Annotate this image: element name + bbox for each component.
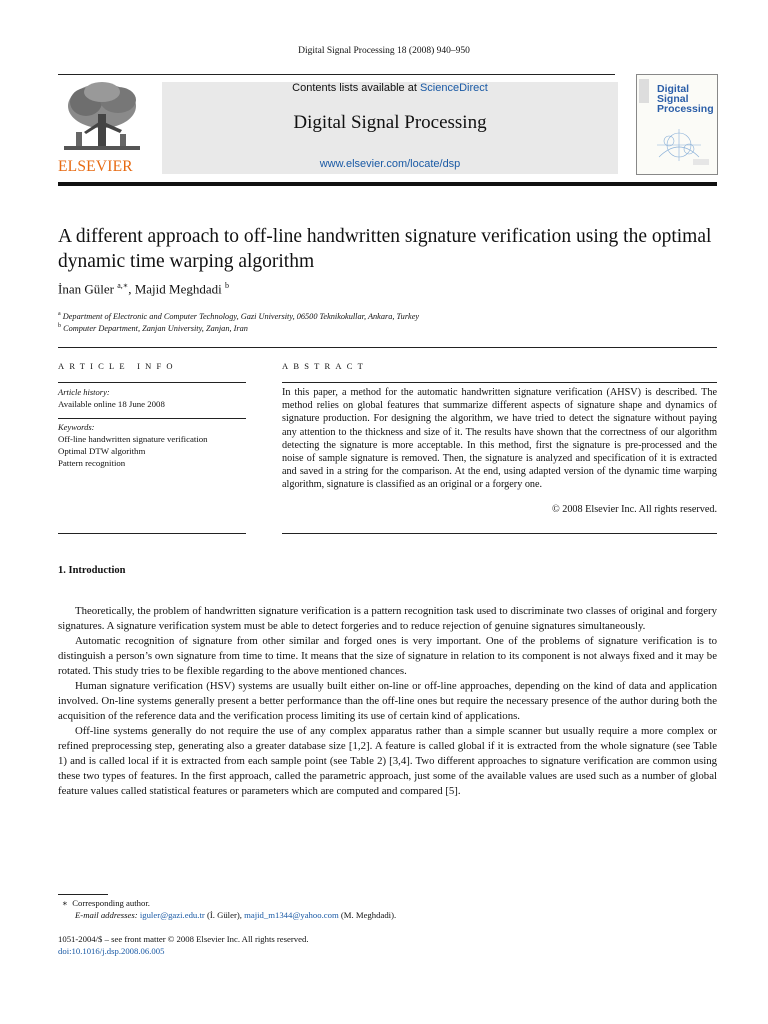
abstract-rule <box>282 382 717 383</box>
paragraph: Automatic recognition of signature from other similar and forged ones is very important. One of the problems of signature verification is to distinguish a person’s own signature from time to time. It means that the size of signature in relation to its component is not always fixed and it may be rotated. This study tries to be flexible regarding to the above mentioned chances. <box>58 635 717 677</box>
paper-title: A different approach to off-line handwritten signature verification using the optimal dynamic time warping algorithm <box>58 226 712 272</box>
history-label: Article history: <box>58 387 110 397</box>
keyword-item: Pattern recognition <box>58 458 126 468</box>
keyword-item: Off-line handwritten signature verification <box>58 434 208 444</box>
email-link[interactable]: majid_m1344@yahoo.com <box>244 910 339 920</box>
doi-link[interactable]: doi:10.1016/j.dsp.2008.06.005 <box>58 946 165 956</box>
journal-name: Digital Signal Processing <box>293 112 487 133</box>
affiliation-mark: a <box>58 311 61 317</box>
keywords-label: Keywords: <box>58 422 95 432</box>
footnote-text: Corresponding author. <box>72 898 150 908</box>
affiliation-mark: b <box>58 323 61 329</box>
paragraph: Theoretically, the problem of handwritten signature verification is a pattern recognition task used to discriminate two classes of original and forgery signatures. A signature verification system must be able to detect forgeries and to reduce rejection of genuine signatures simultaneously. <box>58 605 717 632</box>
masthead-top-rule <box>58 74 615 75</box>
sciencedirect-link[interactable]: ScienceDirect <box>419 82 488 94</box>
footnote-rule <box>58 894 108 895</box>
history-text: Available online 18 June 2008 <box>58 399 165 409</box>
introduction-body <box>58 604 717 799</box>
footnote-corresponding <box>62 898 150 909</box>
abstract-label: ABSTRACT <box>282 361 368 371</box>
email-owner: (İ. Güler), <box>204 910 245 920</box>
paragraph: Off-line systems generally do not require the use of any complex apparatus rather than a simple scanner but usually require a more complex or refined preprocessing step, generating also a greater database size [1,2]. A feature is called global if it is extracted from the whole signature (see Table 1) and is called local if it is extracted from each sample point (see Table 2) [3,4]. Two different approaches to signature verification are common using these two types of features. In the first approach, called the parametric approach, just some of the available values are used such as a number of global feature values called statistical features or parameters which are computed and compared [5]. <box>58 725 717 797</box>
abstract-copyright: © 2008 Elsevier Inc. All rights reserved. <box>551 504 717 515</box>
cover-graphic-icon <box>647 123 711 167</box>
email-owner: (M. Meghdadi). <box>338 910 397 920</box>
elsevier-wordmark: ELSEVIER <box>58 158 133 175</box>
article-info-bottom-rule <box>58 533 246 534</box>
header-divider <box>58 347 717 348</box>
cover-strip <box>639 79 649 103</box>
abstract-text: In this paper, a method for the automatic handwritten signature verification (AHSV) is described. The method relies on global features that summarize different aspects of signature shape and dynamics of signature production. For designing the algorithm, we have tried to detect the signature without paying any attention to the thickness and size of it. The results have shown that the correctness of our algorithm detecting the signature is more acceptable. In this method, first the signature is pre-processed and the noise of sample signature is removed. Then, the signature is analyzed and specification of it is extracted and saved in a string for the comparison. At the end, using adapted version of the dynamic time warping algorithm, signature is classified as an original or a forgery one. <box>282 387 717 491</box>
article-info-rule <box>58 382 246 383</box>
abstract-bottom-rule <box>282 533 717 534</box>
author-affiliation-mark[interactable]: b <box>224 281 229 290</box>
author-name: İnan Güler <box>58 281 114 297</box>
article-info-label: ARTICLE INFO <box>58 361 178 371</box>
keywords-rule <box>58 418 246 419</box>
affiliation-text: Department of Electronic and Computer Technology, Gazi University, 06500 Teknikokullar, Ankara, Turkey <box>62 311 420 321</box>
author-list <box>58 281 718 297</box>
email-label: E-mail addresses: <box>75 910 140 920</box>
masthead-banner <box>162 82 618 174</box>
contents-line <box>162 82 618 94</box>
footnote-emails <box>75 910 396 920</box>
elsevier-tree-icon <box>58 80 146 158</box>
affiliation-text: Computer Department, Zanjan University, Zanjan, Iran <box>63 323 248 333</box>
elsevier-logo <box>58 80 146 176</box>
journal-url-link[interactable]: www.elsevier.com/locate/dsp <box>319 158 461 170</box>
affiliation-line <box>58 311 718 321</box>
author-separator: , <box>128 281 135 297</box>
author-name: Majid Meghdadi <box>134 281 222 297</box>
journal-reference: Digital Signal Processing 18 (2008) 940–950 <box>298 46 470 56</box>
affiliation-line <box>58 323 718 333</box>
section-heading-introduction: 1. Introduction <box>58 565 126 576</box>
contents-prefix: Contents lists available at <box>292 82 420 94</box>
email-link[interactable]: iguler@gazi.edu.tr <box>139 910 205 920</box>
journal-cover-thumbnail <box>636 74 718 175</box>
author-affiliation-mark[interactable]: a,∗ <box>117 281 129 290</box>
cover-title: Digital Signal Processing <box>657 83 714 115</box>
front-matter-line: 1051-2004/$ – see front matter © 2008 Elsevier Inc. All rights reserved. <box>58 934 309 944</box>
masthead-bottom-rule <box>58 182 717 186</box>
keyword-item: Optimal DTW algorithm <box>58 446 146 456</box>
footnote-star: ∗ <box>62 898 68 908</box>
paragraph: Human signature verification (HSV) systems are usually built either on-line or off-line approaches, depending on the kind of data and application involved. On-line systems generally present a better performance than the off-line ones but require the necessary presence of the author during both the acquisition of the reference data and the verification process limiting its use of certain kind of applications. <box>58 680 717 722</box>
